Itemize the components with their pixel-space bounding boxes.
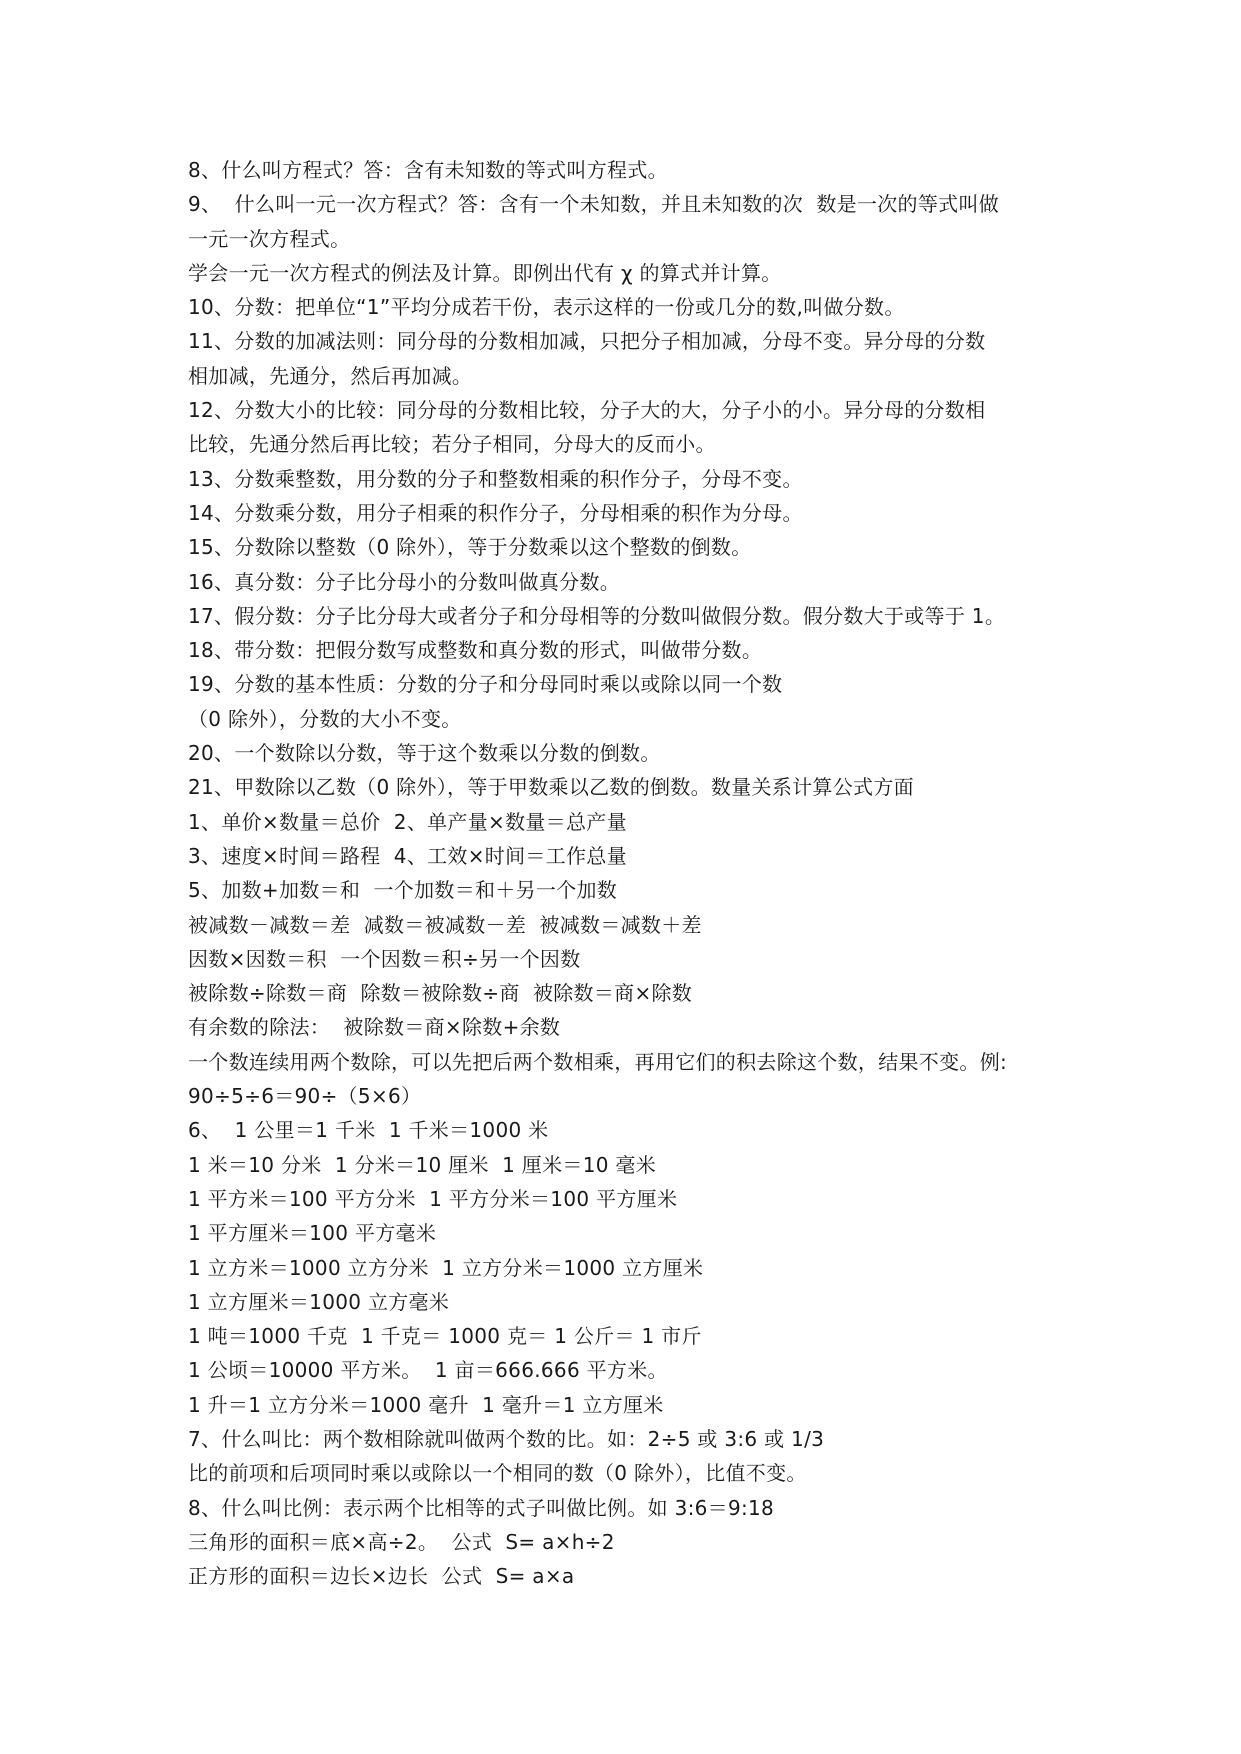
text-line: 一个数连续用两个数除，可以先把后两个数相乘，再用它们的积去除这个数，结果不变。例: [188, 1049, 1008, 1074]
text-line: 10、分数：把单位“1”平均分成若干份，表示这样的一份或几分的数,叫做分数。 [188, 295, 905, 320]
text-line: 三角形的面积＝底×高÷2。 公式 S= a×h÷2 [188, 1529, 615, 1554]
text-line: 14、分数乘分数，用分子相乘的积作分子，分母相乘的积作为分母。 [188, 500, 803, 525]
text-line: 比较，先通分然后再比较；若分子相同，分母大的反而小。 [188, 432, 716, 457]
text-line: 18、带分数：把假分数写成整数和真分数的形式，叫做带分数。 [188, 638, 763, 663]
text-line: 1 立方米＝1000 立方分米 1 立方分米＝1000 立方厘米 [188, 1255, 704, 1280]
text-line: 90÷5÷6＝90÷（5×6） [188, 1084, 422, 1109]
text-line: 正方形的面积＝边长×边长 公式 S= a×a [188, 1564, 575, 1589]
text-line: 9、 什么叫一元一次方程式？答：含有一个未知数，并且未知数的次 数是一次的等式叫做 [188, 192, 1000, 217]
text-line: 比的前项和后项同时乘以或除以一个相同的数（0 除外），比值不变。 [188, 1461, 807, 1486]
text-line: 17、假分数：分子比分母大或者分子和分母相等的分数叫做假分数。假分数大于或等于 1。 [188, 603, 1006, 628]
text-line: 20、一个数除以分数，等于这个数乘以分数的倒数。 [188, 741, 661, 766]
text-line: 8、什么叫比例：表示两个比相等的式子叫做比例。如 3:6＝9:18 [188, 1495, 775, 1520]
text-line: 13、分数乘整数，用分数的分子和整数相乘的积作分子，分母不变。 [188, 466, 803, 491]
text-line: 11、分数的加减法则：同分母的分数相加减，只把分子相加减，分母不变。异分母的分数 [188, 329, 986, 354]
text-line: 1、单价×数量＝总价 2、单产量×数量＝总产量 [188, 809, 627, 834]
text-line: 一元一次方程式。 [188, 226, 351, 251]
text-line: 1 平方厘米＝100 平方毫米 [188, 1221, 437, 1246]
text-line: 5、加数+加数＝和 一个加数＝和＋另一个加数 [188, 878, 618, 903]
text-line: 21、甲数除以乙数（0 除外），等于甲数乘以乙数的倒数。数量关系计算公式方面 [188, 775, 914, 800]
text-line: 相加减，先通分，然后再加减。 [188, 363, 473, 388]
text-line: 1 平方米＝100 平方分米 1 平方分米＝100 平方厘米 [188, 1186, 678, 1211]
text-line: 8、什么叫方程式？答：含有未知数的等式叫方程式。 [188, 158, 668, 182]
text-line: 1 吨＝1000 千克 1 千克＝ 1000 克＝ 1 公斤＝ 1 市斤 [188, 1324, 702, 1349]
text-line: 被减数－减数＝差 减数＝被减数－差 被减数＝减数＋差 [188, 912, 702, 937]
text-line: （0 除外），分数的大小不变。 [188, 706, 462, 731]
text-line: 16、真分数：分子比分母小的分数叫做真分数。 [188, 569, 621, 594]
text-line: 3、速度×时间＝路程 4、工效×时间＝工作总量 [188, 843, 627, 868]
text-line: 6、 1 公里＝1 千米 1 千米＝1000 米 [188, 1118, 549, 1143]
text-line: 因数×因数＝积 一个因数＝积÷另一个因数 [188, 946, 581, 971]
text-line: 被除数÷除数＝商 除数＝被除数÷商 被除数＝商×除数 [188, 981, 693, 1006]
text-line: 1 公顷＝10000 平方米。 1 亩＝666.666 平方米。 [188, 1358, 668, 1383]
text-line: 1 米＝10 分米 1 分米＝10 厘米 1 厘米＝10 毫米 [188, 1152, 656, 1177]
text-line: 有余数的除法： 被除数＝商×除数+余数 [188, 1015, 561, 1040]
text-line: 12、分数大小的比较：同分母的分数相比较，分子大的大，分子小的小。异分母的分数相 [188, 398, 986, 423]
text-line: 15、分数除以整数（0 除外），等于分数乘以这个整数的倒数。 [188, 535, 752, 560]
text-line: 1 升＝1 立方分米＝1000 毫升 1 毫升＝1 立方厘米 [188, 1392, 664, 1417]
text-line: 7、什么叫比：两个数相除就叫做两个数的比。如：2÷5 或 3:6 或 1/3 [188, 1426, 825, 1451]
text-line: 19、分数的基本性质：分数的分子和分母同时乘以或除以同一个数 [188, 672, 783, 697]
text-line: 1 立方厘米＝1000 立方毫米 [188, 1289, 450, 1314]
document-body [188, 153, 1068, 1593]
text-line: 学会一元一次方程式的例法及计算。即例出代有 χ 的算式并计算。 [188, 260, 782, 285]
